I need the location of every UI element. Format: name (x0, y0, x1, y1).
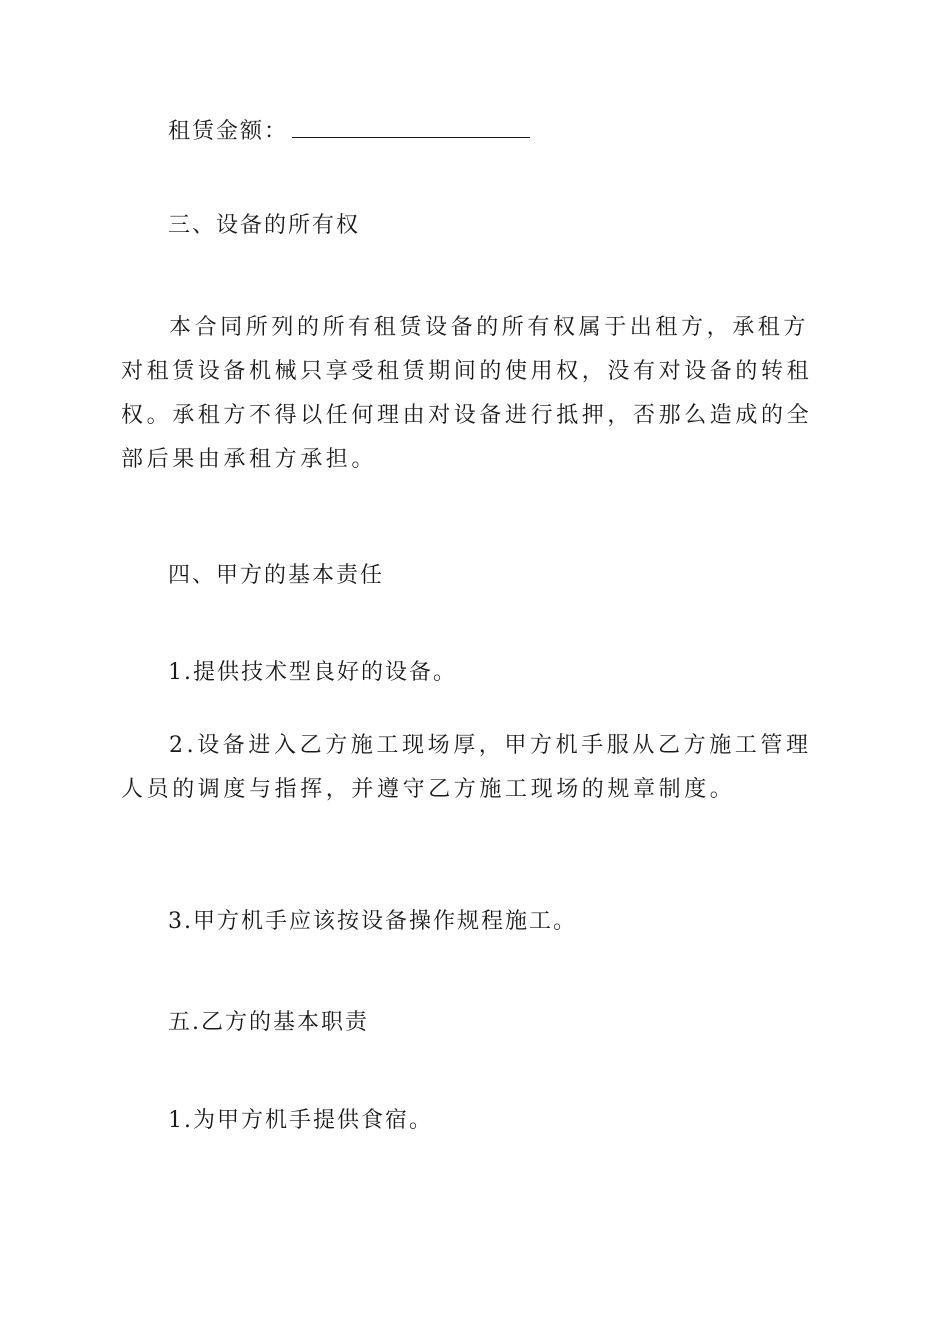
section3-paragraph: 本合同所列的所有租赁设备的所有权属于出租方，承租方对租赁设备机械只享受租赁期间的使用权，没有对设备的转租权。承租方不得以任何理由对设备进行抵押，否那么造成的全部后果由承租方承担。 (121, 315, 813, 472)
section4-item-1: 1.提供技术型良好的设备。 (168, 660, 457, 685)
rent-amount-label: 租赁金额： (168, 119, 289, 144)
section5-heading: 五.乙方的基本职责 (168, 1010, 369, 1035)
rent-amount-blank (292, 117, 530, 138)
section5-item-1: 1.为甲方机手提供食宿。 (168, 1108, 433, 1133)
section4-item-3: 3.甲方机手应该按设备操作规程施工。 (168, 909, 577, 934)
section4-item-2: 2.设备进入乙方施工现场厚，甲方机手服从乙方施工管理人员的调度与指挥，并遵守乙方施工现场的规章制度。 (121, 733, 812, 802)
section3-heading: 三、设备的所有权 (168, 213, 361, 238)
section4-heading: 四、甲方的基本责任 (168, 563, 385, 588)
rent-amount-field (168, 117, 530, 143)
